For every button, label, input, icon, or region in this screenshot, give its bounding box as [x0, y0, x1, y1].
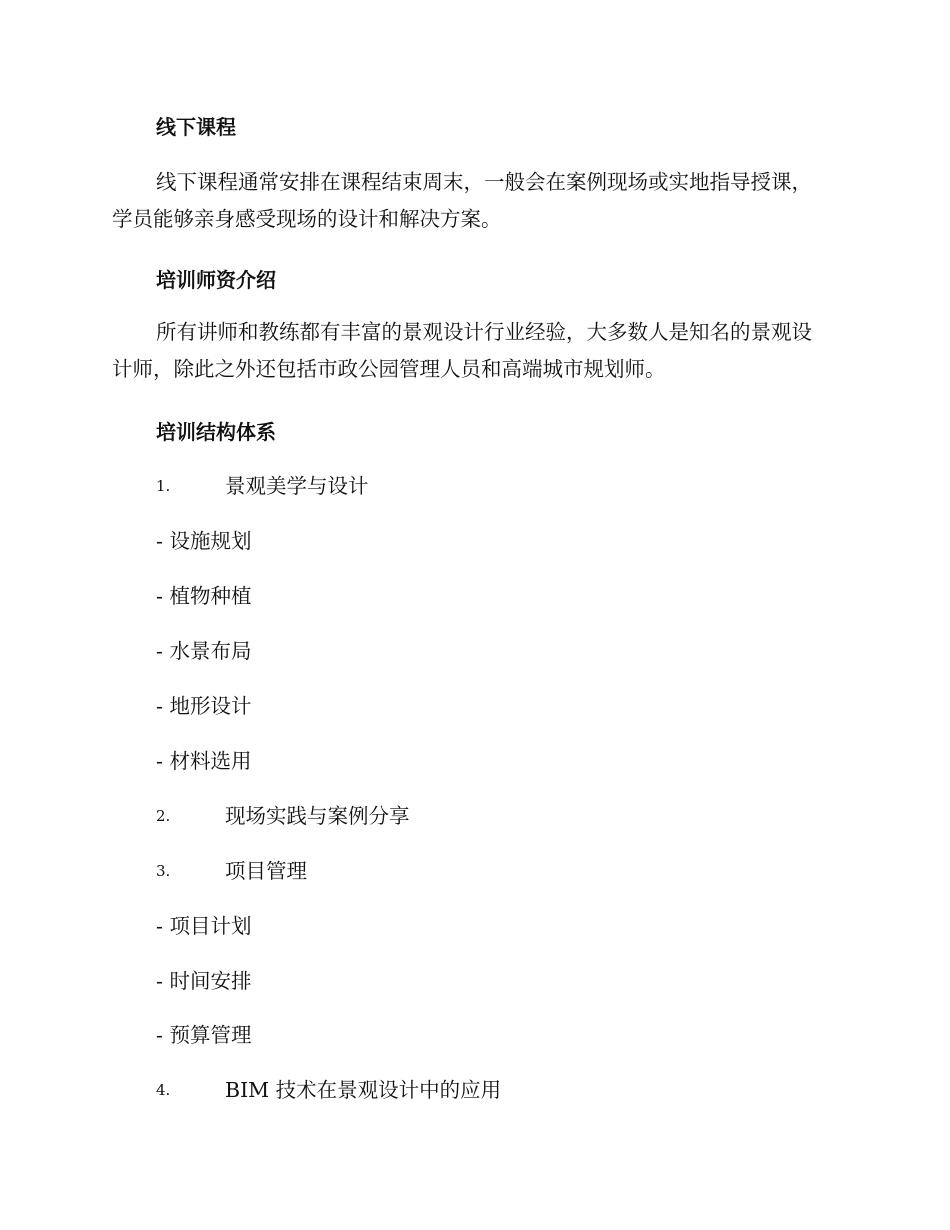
item-number: 3.	[156, 862, 171, 880]
sub-item: - 预算管理	[156, 1023, 252, 1047]
section-heading-structure: 培训结构体系	[156, 420, 276, 444]
item-number: 1.	[156, 477, 171, 495]
sub-item: - 水景布局	[156, 639, 252, 663]
section-heading-trainers: 培训师资介绍	[156, 268, 276, 292]
sub-item: - 时间安排	[156, 969, 252, 993]
item-text: 现场实践与案例分享	[225, 804, 410, 828]
sub-item: - 设施规划	[156, 529, 252, 553]
section-body-offline: 线下课程通常安排在课程结束周末，一般会在案例现场或实地指导授课，学员能够亲身感受现场的设计和解决方案。	[112, 170, 812, 231]
sub-item: - 材料选用	[156, 749, 252, 773]
sub-item: - 项目计划	[156, 914, 252, 938]
section-heading-offline: 线下课程	[156, 115, 236, 139]
item-text: 景观美学与设计	[225, 474, 369, 498]
sub-item: - 植物种植	[156, 584, 252, 608]
item-text: BIM 技术在景观设计中的应用	[225, 1078, 502, 1102]
item-number: 4.	[156, 1081, 171, 1099]
section-body-trainers: 所有讲师和教练都有丰富的景观设计行业经验，大多数人是知名的景观设计师，除此之外还包括市政公园管理人员和高端城市规划师。	[112, 320, 812, 381]
sub-item: - 地形设计	[156, 694, 252, 718]
item-text: 项目管理	[225, 859, 307, 883]
item-number: 2.	[156, 807, 171, 825]
